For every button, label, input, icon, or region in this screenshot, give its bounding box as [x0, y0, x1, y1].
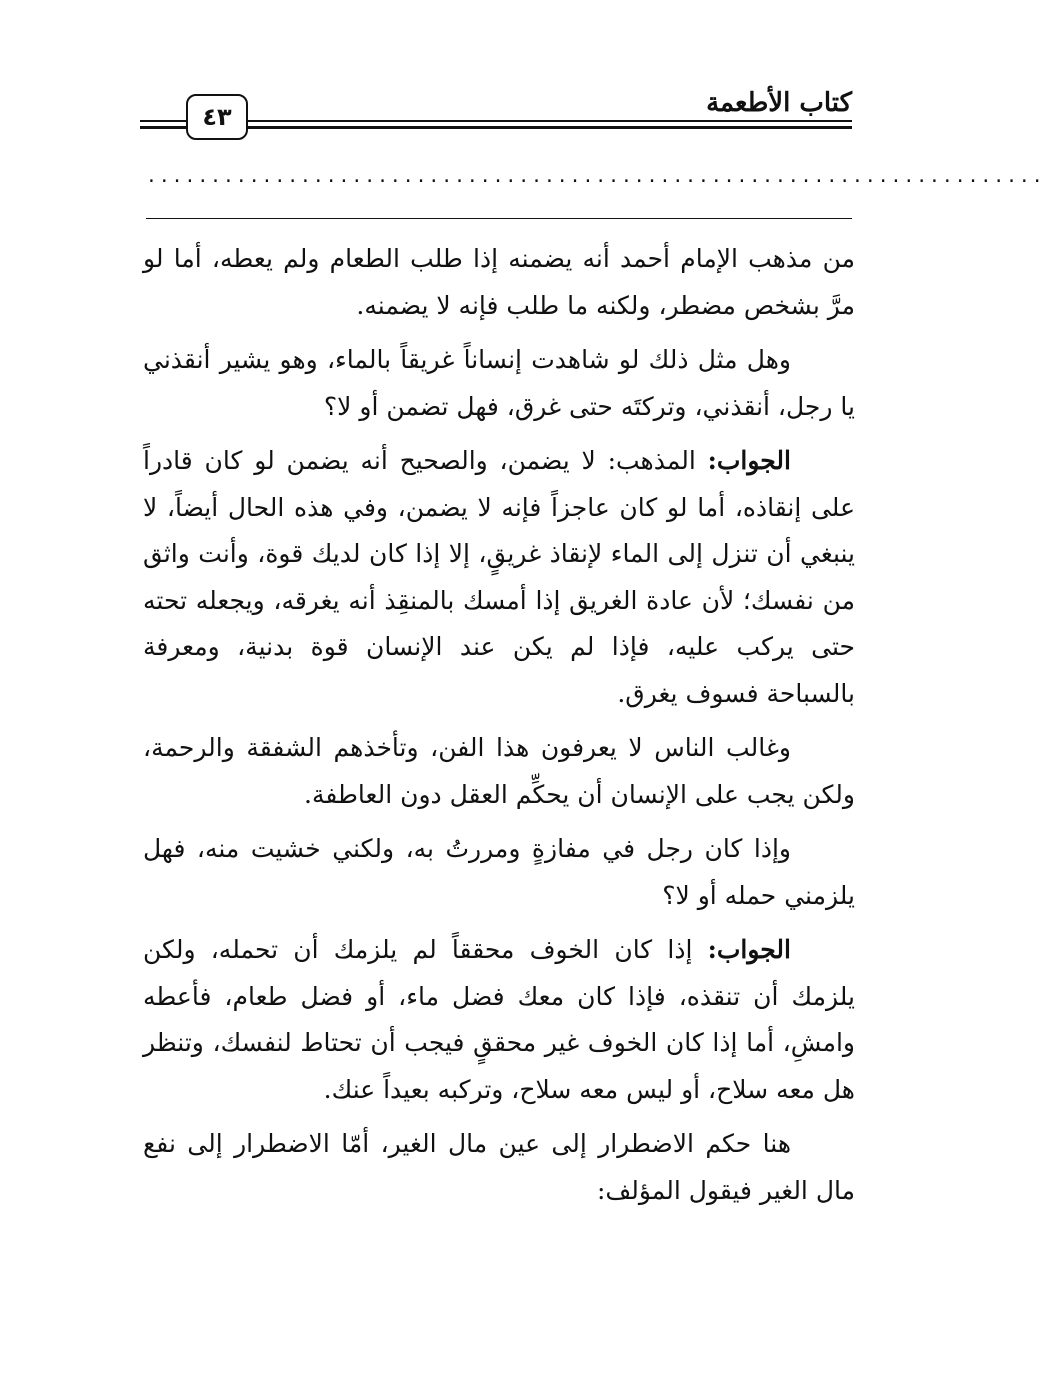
paragraph-text: إذا كان الخوف محققاً لم يلزمك أن تحمله، ولكن يلزمك أن تنقذه، فإذا كان معك فضل ماء، أو فضل طعام، فأعطه وامشِ، أما إذا كان الخوف غير محققٍ فيجب أن تحتاط لنفسك، وتنظر هل معه سلاح، أو ليس معه سلاح، وتركبه بعيداً عنك. — [143, 935, 855, 1104]
content-top-rule — [146, 218, 852, 219]
book-title: كتاب الأطعمة — [706, 88, 852, 118]
page-body — [143, 236, 855, 1222]
paragraph-text: هنا حكم الاضطرار إلى عين مال الغير، أمّا الاضطرار إلى نفع مال الغير فيقول المؤلف: — [143, 1129, 855, 1205]
paragraph-text: وهل مثل ذلك لو شاهدت إنساناً غريقاً بالماء، وهو يشير أنقذني يا رجل، أنقذني، وتركتَه حتى غرق، فهل تضمن أو لا؟ — [143, 345, 855, 421]
dotted-separator: ...................................................................... — [146, 166, 1045, 187]
paragraph-text: وغالب الناس لا يعرفون هذا الفن، وتأخذهم الشفقة والرحمة، ولكن يجب على الإنسان أن يحكِّم العقل دون العاطفة. — [143, 733, 855, 809]
answer-label: الجواب: — [707, 446, 791, 475]
paragraph-6 — [143, 927, 855, 1113]
page-number-badge — [186, 94, 248, 140]
answer-label: الجواب: — [707, 935, 791, 964]
paragraph-text: المذهب: لا يضمن، والصحيح أنه يضمن لو كان قادراً على إنقاذه، أما لو كان عاجزاً فإنه لا يضمن، وفي هذه الحال أيضاً، لا ينبغي أن تنزل إلى الماء لإنقاذ غريقٍ، إلا إذا كان لديك قوة، وأنت واثق من نفسك؛ لأن عادة الغريق إذا أمسك بالمنقِذ أنه يغرقه، ويجعله تحته حتى يركب عليه، فإذا لم يكن عند الإنسان قوة بدنية، ومعرفة بالسباحة فسوف يغرق. — [143, 446, 855, 708]
page-header — [140, 84, 852, 144]
page-number: ٤٣ — [202, 103, 232, 131]
header-rule-top-left — [140, 120, 186, 122]
paragraph-5 — [143, 826, 855, 919]
paragraph-text: وإذا كان رجل في مفازةٍ ومررتُ به، ولكني خشيت منه، فهل يلزمني حمله أو لا؟ — [143, 834, 855, 910]
paragraph-2 — [143, 337, 855, 430]
header-rule-top-right — [244, 120, 852, 122]
header-rule-bottom-left — [140, 126, 186, 129]
header-rule-bottom-right — [244, 126, 852, 129]
paragraph-1 — [143, 236, 855, 329]
paragraph-7 — [143, 1121, 855, 1214]
paragraph-3 — [143, 438, 855, 717]
paragraph-4 — [143, 725, 855, 818]
paragraph-text: من مذهب الإمام أحمد أنه يضمنه إذا طلب الطعام ولم يعطه، أما لو مرَّ بشخص مضطر، ولكنه ما طلب فإنه لا يضمنه. — [143, 244, 855, 320]
